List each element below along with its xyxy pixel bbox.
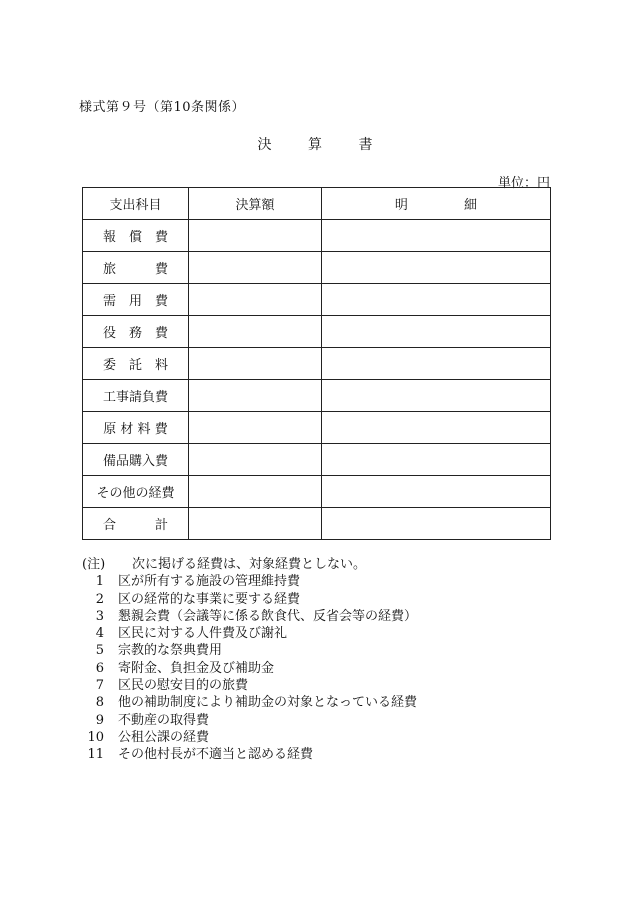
details-cell[interactable] (322, 316, 551, 348)
table-row (83, 284, 551, 316)
note-text: その他村長が不適当と認める経費 (118, 747, 314, 763)
note-number: 5 (95, 643, 104, 659)
table-row (83, 508, 551, 540)
notes-section (82, 556, 417, 764)
settlement-amount-cell[interactable] (189, 284, 322, 316)
settlement-amount-cell[interactable] (189, 476, 322, 508)
notes-tag: (注) (82, 557, 106, 572)
note-text: 宗教的な祭典費用 (118, 643, 223, 659)
note-text: 懇親会費（会議等に係る飲食代、反省会等の経費） (118, 608, 418, 624)
table-row (83, 220, 551, 252)
settlement-amount-cell[interactable] (189, 348, 322, 380)
header-details: 明 細 (322, 188, 551, 220)
note-number: 2 (95, 591, 104, 607)
expense-item-cell: 備品購入費 (83, 444, 189, 476)
note-item (82, 729, 417, 746)
note-number: 11 (87, 747, 104, 763)
note-item (82, 746, 417, 763)
note-text: 他の補助制度により補助金の対象となっている経費 (118, 695, 418, 711)
details-cell[interactable] (322, 444, 551, 476)
note-number: 1 (95, 574, 104, 590)
settlement-amount-cell[interactable] (189, 252, 322, 284)
details-cell[interactable] (322, 252, 551, 284)
details-cell[interactable] (322, 220, 551, 252)
note-text: 公租公課の経費 (118, 729, 210, 745)
expense-item-cell: 工事請負費 (83, 380, 189, 412)
settlement-amount-cell[interactable] (189, 444, 322, 476)
note-item (82, 677, 417, 694)
expense-item-cell: 原 材 料 費 (83, 412, 189, 444)
details-cell[interactable] (322, 476, 551, 508)
expense-item-cell: 役 務 費 (83, 316, 189, 348)
expense-item-cell: その他の経費 (83, 476, 189, 508)
note-number: 9 (95, 712, 104, 728)
form-number: 様式第９号（第10条関係） (79, 100, 246, 115)
note-text: 区が所有する施設の管理維持費 (118, 574, 301, 590)
note-number: 10 (87, 729, 104, 745)
note-item (82, 608, 417, 625)
expense-item-cell: 合 計 (83, 508, 189, 540)
note-item (82, 591, 417, 608)
table-row (83, 380, 551, 412)
table-header-row (83, 188, 551, 220)
document-title: 決 算 書 (257, 137, 389, 153)
settlement-amount-cell[interactable] (189, 412, 322, 444)
details-cell[interactable] (322, 348, 551, 380)
note-text: 区民に対する人件費及び謝礼 (118, 626, 288, 642)
header-settlement-amount: 決算額 (189, 188, 322, 220)
note-text: 区民の慰安目的の旅費 (118, 678, 249, 694)
settlement-amount-cell[interactable] (189, 508, 322, 540)
table-row (83, 412, 551, 444)
note-text: 区の経常的な事業に要する経費 (118, 591, 301, 607)
note-item (82, 660, 417, 677)
table-row (83, 476, 551, 508)
note-number: 3 (95, 608, 104, 624)
note-text: 不動産の取得費 (118, 712, 210, 728)
note-number: 8 (95, 695, 104, 711)
note-number: 4 (95, 626, 104, 642)
details-cell[interactable] (322, 412, 551, 444)
note-item (82, 712, 417, 729)
table-body (83, 220, 551, 540)
unit-label: 単位：円 (497, 176, 550, 191)
notes-intro: 次に掲げる経費は、対象経費としない。 (132, 557, 367, 572)
details-cell[interactable] (322, 284, 551, 316)
note-number: 7 (95, 678, 104, 694)
notes-header (82, 556, 417, 573)
expense-item-cell: 需 用 費 (83, 284, 189, 316)
note-text: 寄附金、負担金及び補助金 (118, 660, 275, 676)
header-expense-item: 支出科目 (83, 188, 189, 220)
settlement-table (82, 187, 551, 540)
table-row (83, 252, 551, 284)
settlement-amount-cell[interactable] (189, 220, 322, 252)
details-cell[interactable] (322, 508, 551, 540)
settlement-amount-cell[interactable] (189, 380, 322, 412)
note-number: 6 (95, 660, 104, 676)
note-item (82, 694, 417, 711)
expense-item-cell: 旅 費 (83, 252, 189, 284)
table-row (83, 444, 551, 476)
expense-item-cell: 委 託 料 (83, 348, 189, 380)
details-cell[interactable] (322, 380, 551, 412)
expense-item-cell: 報 償 費 (83, 220, 189, 252)
table-row (83, 348, 551, 380)
notes-list (82, 573, 417, 763)
note-item (82, 625, 417, 642)
settlement-amount-cell[interactable] (189, 316, 322, 348)
note-item (82, 573, 417, 590)
table-row (83, 316, 551, 348)
note-item (82, 642, 417, 659)
